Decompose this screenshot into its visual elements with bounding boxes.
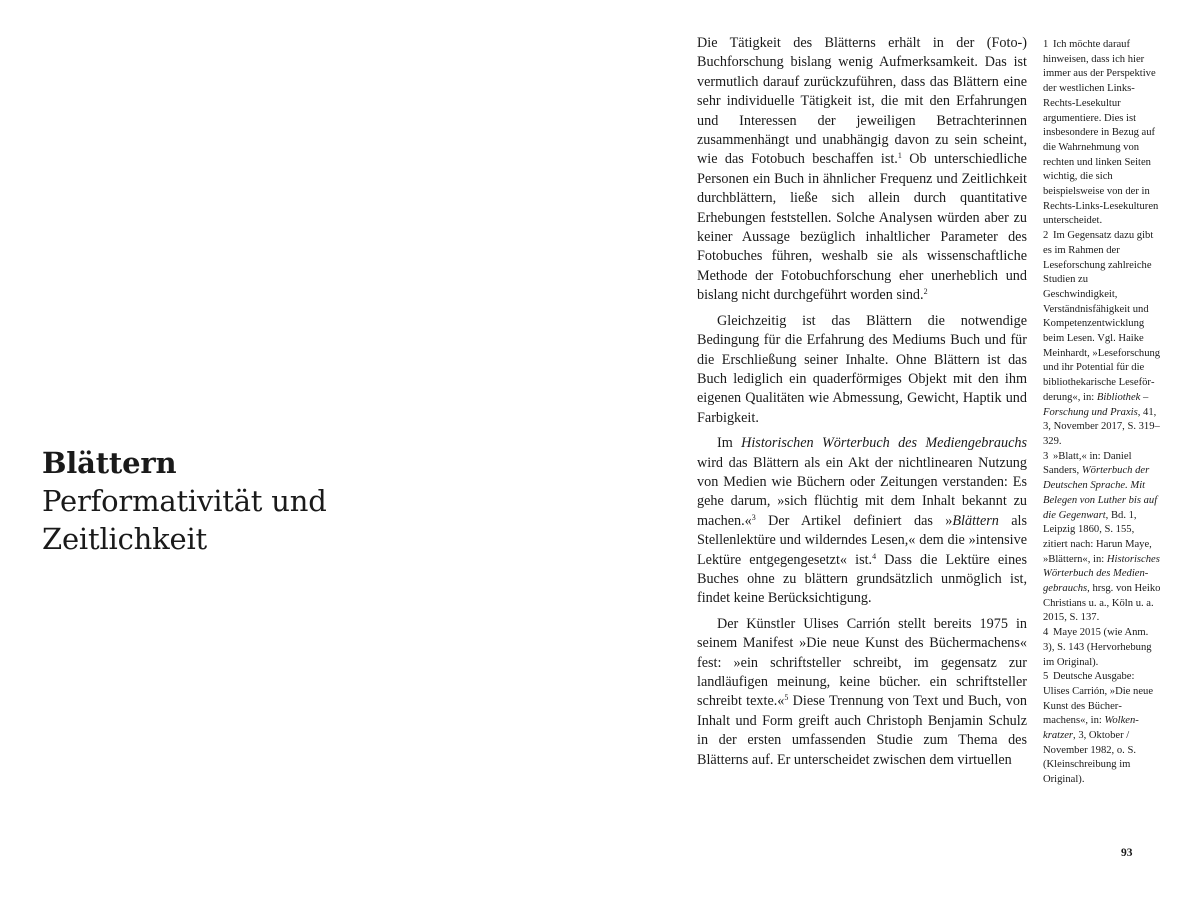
chapter-subtitle-line-1: Performativität und <box>42 484 327 518</box>
page-number: 93 <box>1121 847 1133 859</box>
paragraph-3 <box>697 434 1027 609</box>
paragraph-3-italic-title: Historischen Wörterbuch des Mediengebrauchs <box>741 435 1027 452</box>
footnote-2-text-a: Im Gegensatz dazu gibt es im Rahmen der Leseforschung zahlreiche Studien zu Geschwindigkeit, Verständnisfähigkeit und Kompetenzentwicklung beim Lesen. Vgl. Haike Meinhardt, »Leseforschung und ihr Potential für die bibliothekarische Leseförderung«, in: <box>1043 230 1161 403</box>
main-text-column <box>697 34 1027 776</box>
footnote-4-number: 4 <box>1043 627 1049 639</box>
footnote-4 <box>1043 626 1161 670</box>
footnote-ref-1: 1 <box>897 151 902 161</box>
footnote-3 <box>1043 450 1161 626</box>
chapter-subtitle-line-2: Zeitlichkeit <box>42 522 207 556</box>
paragraph-4-part-a: Der Künstler Ulises Carrión stellt bereits 1975 in seinem Manifest »Die neue Kunst des Büchermachens« fest: »ein schriftsteller schreibt, im gegensatz zur landläufigen meinung, keine bücher. ein schriftsteller schreibt texte.« <box>697 615 1027 710</box>
chapter-heading <box>42 444 382 558</box>
footnote-2-number: 2 <box>1043 230 1049 242</box>
paragraph-3-part-c: Der Artikel definiert das » <box>755 512 953 529</box>
footnote-ref-3: 3 <box>751 512 756 522</box>
footnote-3-italic-1: Wörterbuch der Deutschen Sprache. Mit Belegen von Luther bis auf die Gegenwart <box>1043 465 1158 521</box>
footnotes-column <box>1043 38 1161 788</box>
paragraph-3-part-e: Dass die Lektüre eines Buches ohne zu blättern grundsätzlich unmöglich ist, findet keine Berücksichtigung. <box>697 551 1027 607</box>
chapter-title: Blättern <box>42 446 177 480</box>
footnote-ref-2: 2 <box>923 287 928 297</box>
paragraph-2: Gleichzeitig ist das Blättern die notwendige Bedingung für die Erfahrung des Mediums Buch und für die Erschließung seiner Inhalte. Ohne Blättern ist das Buch lediglich ein quaderförmiges Objekt mit den ihm eigenen Qualitäten wie Abmessung, Gewicht, Haptik und Farbigkeit. <box>697 312 1027 426</box>
footnote-3-text-a: »Blatt,« in: Daniel Sanders, <box>1043 450 1132 477</box>
footnote-1-number: 1 <box>1043 39 1049 50</box>
footnote-3-number: 3 <box>1043 450 1049 462</box>
footnote-2 <box>1043 229 1161 450</box>
paragraph-4-part-b: Diese Trennung von Text und Buch, von Inhalt und Form greift auch Christoph Benjamin Schulz in der ersten umfassenden Studie zum Thema des Blätterns auf. Er unterscheidet zwischen dem virtuellen <box>697 693 1028 768</box>
footnote-3-text-b: , Bd. 1, Leipzig 1860, S. 155, zitiert nach: Harun Maye, »Blättern«, in: <box>1043 509 1152 565</box>
paragraph-1 <box>697 34 1027 306</box>
paragraph-1-part-b: Ob unterschiedliche Personen ein Buch in ähnlicher Frequenz und Zeitlichkeit durchblättern, ließe sich allein durch quantitative Erhebungen feststellen. Solche Analysen würden aber zu keiner Aussage bezüglich inhaltlicher Parameter des Fotobuches führen, weshalb sie als wissenschaftliche Methode der Fotobuchforschung eher unerheblich und bislang nicht durchgeführt worden sind. <box>697 151 1027 304</box>
paragraph-3-part-d: als Stellenlektüre und wilderndes Lesen,« dem die »intensive Lektüre entgegengesetzt« ist. <box>697 512 1028 568</box>
footnote-4-text: Maye 2015 (wie Anm. 3), S. 143 (Hervorhebung im Original). <box>1043 627 1152 668</box>
paragraph-1-part-a: Die Tätigkeit des Blätterns erhält in der (Foto-) Buchforschung bislang wenig Aufmerksamkeit. Das ist vermutlich darauf zurückzuführen, dass das Blättern eine sehr individuelle Tätigkeit ist, die mit den Erfahrungen und Interessen der jeweiligen Betrachterinnen zusammenhängt und unabhängig davon zu sein scheint, wie das Fotobuch beschaffen ist. <box>697 35 1027 168</box>
footnote-1 <box>1043 38 1161 229</box>
chapter-subtitle <box>42 482 382 558</box>
footnote-5 <box>1043 670 1161 788</box>
footnote-5-italic: Wolkenkratzer <box>1043 715 1139 742</box>
footnote-3-text-c: , hrsg. von Heiko Christians u. a., Köln u. a. 2015, S. 137. <box>1043 583 1161 624</box>
paragraph-3-part-b: wird das Blättern als ein Akt der nichtlinearen Nutzung von Medien wie Büchern oder Zeitungen verstanden: Es gehe darum, »sich flüchtig mit dem Inhalt bekannt zu machen.« <box>697 454 1027 529</box>
footnote-ref-4: 4 <box>872 551 877 561</box>
footnote-5-number: 5 <box>1043 671 1049 683</box>
footnote-1-text: Ich möchte darauf hinweisen, dass ich hier immer aus der Perspektive der westlichen Links-Rechts-Lesekultur argumentiere. Dies ist insbesondere in Bezug auf die Wahrnehmung von rechten und linken Seiten wichtig, die sich beispielsweise von der in Rechts-Links-Lesekulturen unterscheidet. <box>1043 39 1159 227</box>
footnote-ref-5: 5 <box>784 693 789 703</box>
paragraph-4 <box>697 615 1027 770</box>
paragraph-3-italic-term: Blättern <box>952 512 999 529</box>
footnote-3-italic-2: Historisches Wörterbuch des Mediengebrauchs <box>1043 553 1160 595</box>
footnote-2-text-b: , 41, 3, November 2017, S. 319–329. <box>1043 406 1160 447</box>
footnote-5-text-a: Deutsche Ausgabe: Ulises Carrión, »Die neue Kunst des Büchermachens«, in: <box>1043 671 1154 727</box>
paragraph-3-part-a: Im <box>717 435 742 452</box>
footnote-2-italic: Bibliothek – Forschung und Praxis <box>1043 391 1149 418</box>
footnote-5-text-b: , 3, Oktober / November 1982, o. S. (Kleinschreibung im Original). <box>1043 730 1136 786</box>
